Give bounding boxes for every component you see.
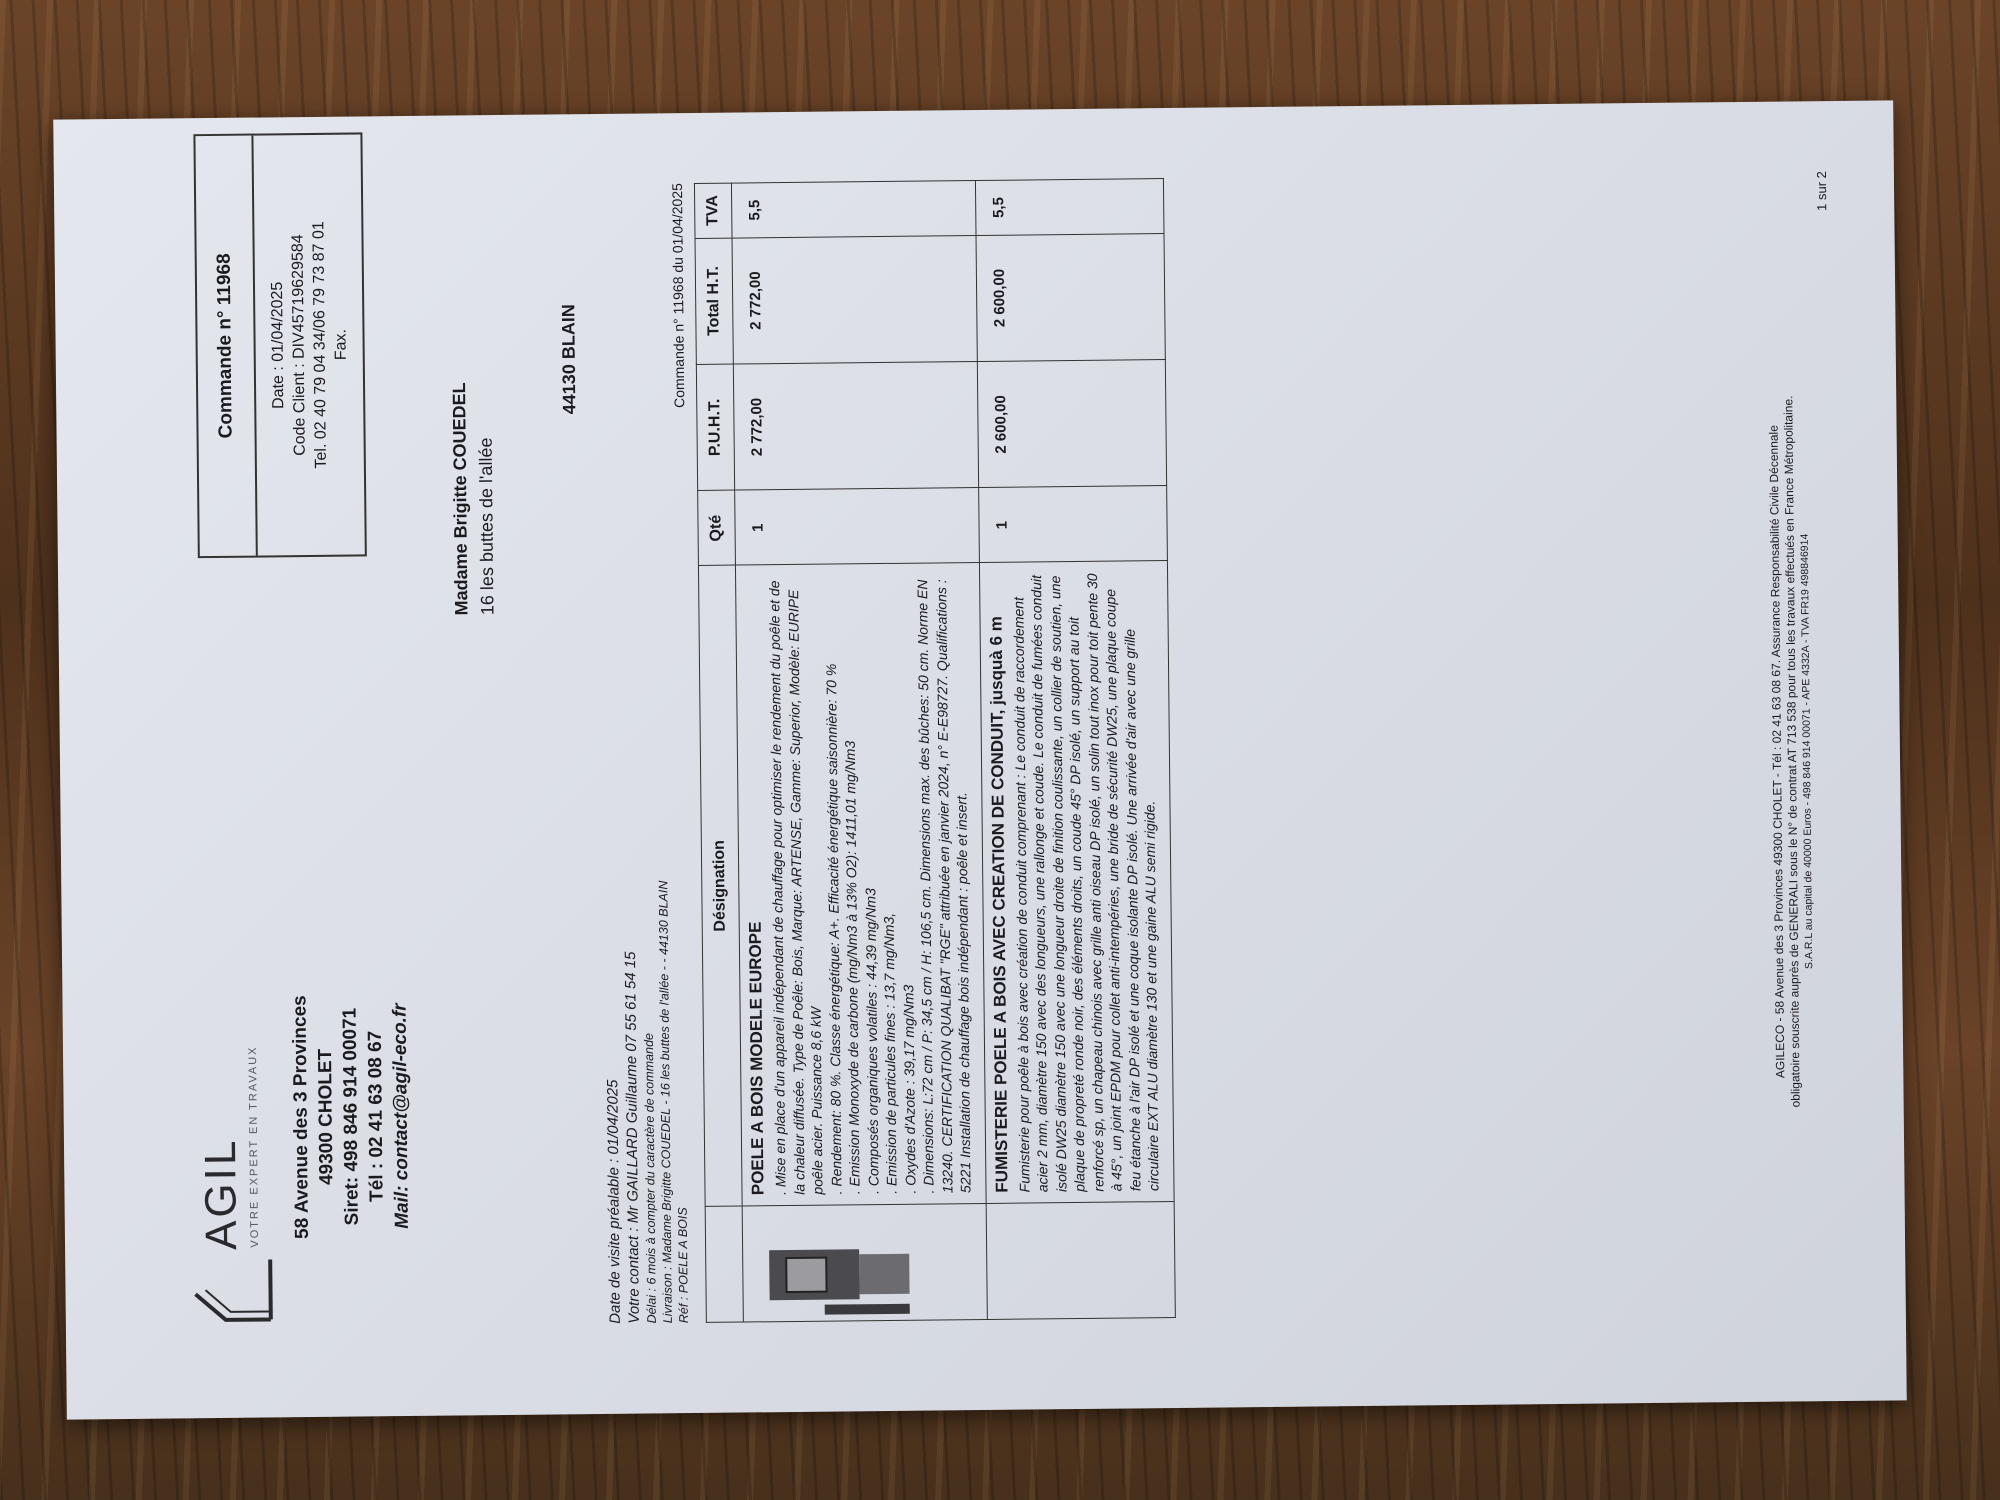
item-unit-price: 2 600,00 [977, 359, 1166, 487]
item-line: . Mise en place d'un appareil indépendant de chauffage pour optimiser le rendement du poêle et de la chaleur diffusée. Type de Poêle: Bois, Marque: ARTENSE, Gamme: Superior, Modèle: EURIPE poêle acier. Puissance 8,6 kW [766, 580, 826, 1196]
visit-info-block [599, 623, 692, 1324]
desk-background [53, 100, 1907, 1419]
item-line: . Dimensions: L:72 cm / P: 34,5 cm / H: 106,5 cm. Dimensions max. des bûches: 50 cm. Norme EN 13240. CERTIFICATION QUALIBAT "RGE" attribuée en janvier 2024, n° E-E98727. Qualifications : 5221 Installation de chauffage bois indépendant : poêle et insert. [914, 579, 974, 1194]
item-line: Fumisterie pour poêle à bois avec création de conduit comprenant : Le conduit de raccordement acier 2 mm, diamètre 150 avec des longueurs, une rallonge et coude. Le conduit de fumées conduit isolé DW25 diamètre 150 avec une longueur droite de finition coulissante, un collier de soutien, une plaque de propreté ronde noir, des éléments droits, un coude 45° DP isolé, un support au toit renforcé sp, un chapeau chinois avec grille anti oiseau DP isolé, un solin tout inox pour toit pente 30 à 45°, un joint EPDM pour collet anti-intempéries, une bride de sécurité DW25, une plaque coupe feu étanche à l'air DP isolé et une coque isolante DP isolé. Une arrivée d'air avec une grille circulaire EXT ALU diamètre 130 et une gaine ALU semi rigide. [1009, 573, 1162, 1193]
client-city: 44130 BLAIN [558, 304, 580, 415]
company-city: 49300 CHOLET [314, 1048, 338, 1186]
item-title: POELE A BOIS MODELE EUROPE [745, 921, 768, 1196]
logo-tagline: VOTRE EXPERT EN TRAVAUX [246, 1045, 262, 1248]
item-tva: 5,5 [731, 181, 975, 238]
order-tel: Tel. 02 40 79 04 34/06 79 73 87 01 [310, 221, 330, 469]
document-page [53, 100, 1907, 1419]
stove-icon [764, 1229, 915, 1321]
order-title: Commande n° 11968 [195, 136, 257, 557]
order-date: Date : 01/04/2025 [268, 281, 288, 410]
order-info-box [193, 132, 366, 558]
logo-mark-icon [185, 1257, 276, 1328]
client-name: Madame Brigitte COUEDEL [449, 382, 472, 616]
item-qty: 1 [735, 488, 979, 566]
legal-footer [1764, 221, 1820, 1281]
footer-line-2: obligatoire souscrite auprès de GENERALI sous le N° de contrat AT 713 538 pour tous les travaux effectués en France Métropolitaine. [1781, 395, 1803, 1108]
header-qty: Qté [698, 490, 736, 565]
order-document [53, 100, 1907, 1419]
product-image-cell [742, 1203, 987, 1322]
item-line: . Emission Monoxyde de carbone (mg/Nm3 à 13% O2): 1411,01 mg/Nm3 [841, 740, 863, 1195]
client-street: 16 les buttes de l'allée [475, 437, 498, 616]
product-image-cell [986, 1201, 1175, 1319]
item-total: 2 600,00 [976, 233, 1165, 361]
header-total: Total H.T. [695, 238, 733, 365]
company-address-block [287, 906, 416, 1327]
item-tva: 5,5 [975, 179, 1164, 235]
header-designation: Désignation [698, 565, 742, 1206]
item-line: . Composés organiques volatiles : 44,39 mg/Nm3 [861, 888, 882, 1195]
company-tel: Tél : 02 41 63 08 67 [364, 1030, 388, 1203]
items-table [694, 178, 1175, 1323]
client-address-block [445, 304, 584, 615]
header-unit-price: P.U.H.T. [696, 364, 734, 491]
item-line: . Emission de particules fines : 13,7 mg/Nm3, [880, 912, 900, 1194]
item-designation [979, 561, 1174, 1203]
item-line: . Oxydes d'Azote : 39,17 mg/Nm3 [899, 984, 919, 1194]
item-unit-price: 2 772,00 [733, 361, 978, 490]
footer-line-1: AGILECO - 58 Avenue des 3 Provinces 49300 CHOLET - Tél : 02 41 63 08 67. Assurance Responsabilité Civile Décennale [1766, 425, 1788, 1079]
item-total: 2 772,00 [732, 235, 977, 364]
company-address: 58 Avenue des 3 Provinces [289, 995, 313, 1240]
header-image [705, 1206, 743, 1323]
item-qty: 1 [978, 486, 1167, 563]
visit-ref: Réf : POELE A BOIS [675, 1207, 691, 1324]
item-designation [735, 563, 985, 1206]
visit-delay: Délai : 6 mois à compter du caractère de commande [641, 1032, 659, 1324]
visit-delivery: Livraison : Madame Brigitte COUEDEL - 16 les buttes de l'allée - - 44130 BLAIN [656, 880, 675, 1324]
table-row [975, 179, 1175, 1320]
footer-line-3: S.A.R.L au capital de 40000 Euros - 498 846 914 00071 - APE 4332A - TVA FR19 498846914 [1798, 533, 1816, 970]
item-title: FUMISTERIE POELE A BOIS AVEC CREATION DE CONDUIT, jusquà 6 m [985, 616, 1012, 1193]
company-siret: Siret: 498 846 914 00071 [339, 1007, 363, 1226]
page-number: 1 sur 2 [1813, 171, 1830, 211]
header-tva: TVA [694, 183, 732, 238]
logo-wordmark: AGIL [195, 1137, 247, 1251]
order-reference-line: Commande n° 11968 du 01/04/2025 [668, 183, 688, 409]
table-row [731, 181, 986, 1322]
order-fax: Fax. [332, 329, 350, 361]
order-client-code: Code Client : DIV45719629584 [289, 234, 309, 456]
item-line: . Rendement: 80 %. Classe énergétique: A+. Efficacité énergétique saisonnière: 70 % [822, 663, 845, 1195]
company-logo [183, 1047, 276, 1328]
visit-date: Date de visite préalable : 01/04/2025 [604, 1079, 624, 1324]
order-details [253, 135, 353, 556]
visit-contact: Votre contact : Mr GAILLARD Guillaume 07 55 61 54 15 [621, 951, 643, 1324]
company-mail: Mail: contact@agil-eco.fr [389, 1003, 413, 1229]
